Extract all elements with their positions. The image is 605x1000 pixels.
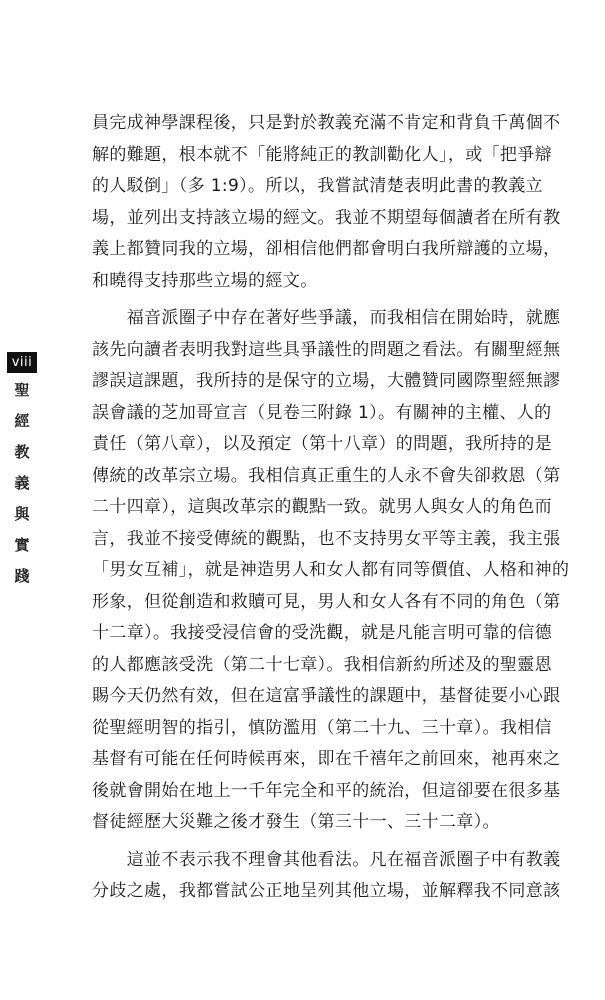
text-line: 傳統的改革宗立場。我相信真正重生的人永不會失卻救恩（第 [92, 465, 561, 486]
text-line: 責任（第八章），以及預定（第十八章）的問題，我所持的是 [92, 434, 552, 454]
text-line: 謬誤這課題，我所持的是保守的立場，大體贊同國際聖經無謬 [92, 371, 561, 391]
book-title-vertical [7, 383, 37, 600]
text-line: 和曉得支持那些立場的經文。 [92, 270, 318, 291]
book-title-char: 教 [14, 443, 30, 461]
text-line: 這並不表示我不理會其他看法。凡在福音派圈子中有教義 [92, 849, 561, 870]
book-title-char: 經 [14, 412, 30, 430]
text-line: 分歧之處，我都嘗試公正地呈列其他立場，並解釋我不同意該 [92, 881, 561, 901]
text-line: 形象，但從創造和救贖可見，男人和女人各有不同的角色（第 [92, 591, 561, 612]
text-line: 從聖經明智的指引，慎防濫用（第二十九、三十章）。我相信 [92, 717, 552, 738]
paragraph [92, 303, 570, 839]
text-line: 義上都贊同我的立場，卻相信他們都會明白我所辯護的立場， [92, 239, 561, 259]
text-line: 賜今天仍然有效，但在這富爭議性的課題中，基督徒要小心跟 [92, 686, 561, 706]
book-title-char: 實 [14, 536, 30, 554]
book-title-char: 義 [14, 474, 30, 492]
text-line: 福音派圈子中存在著好些爭議，而我相信在開始時，就應 [92, 308, 561, 328]
paragraph [92, 108, 561, 297]
book-title-char: 與 [14, 505, 30, 523]
book-title-char: 踐 [14, 567, 30, 585]
text-line: 誤會議的芝加哥宣言（見卷三附錄 1）。有關神的主權、人的 [92, 402, 552, 423]
text-line: 員完成神學課程後，只是對於教義充滿不肯定和背負千萬個不 [92, 113, 561, 133]
body-text [92, 108, 570, 908]
text-line: 督徒經歷大災難之後才發生（第三十一、三十二章）。 [92, 812, 500, 832]
text-line: 的人駁倒」（多 1:9）。所以，我嘗試清楚表明此書的教義立 [92, 176, 543, 196]
text-line: 言，我並不接受傳統的觀點，也不支持男女平等主義，我主張 [92, 528, 561, 549]
text-line: 基督有可能在任何時候再來，即在千禧年之前回來，祂再來之 [92, 749, 561, 769]
text-line: 的人都應該受洗（第二十七章）。我相信新約所述及的聖靈恩 [92, 654, 552, 675]
text-line: 場，並列出支持該立場的經文。我並不期望每個讀者在所有教 [92, 207, 561, 228]
book-title-char: 聖 [14, 381, 30, 399]
page-number-tab: viii [7, 352, 37, 373]
paragraph [92, 845, 561, 908]
text-line: 該先向讀者表明我對這些具爭議性的問題之看法。有關聖經無 [92, 339, 561, 360]
text-line: 十二章）。我接受浸信會的受洗觀，就是凡能言明可靠的信德 [92, 623, 552, 643]
text-line: 二十四章），這與改革宗的觀點一致。就男人與女人的角色而 [92, 497, 552, 517]
text-line: 解的難題，根本就不「能將純正的教訓勸化人」，或「把爭辯 [92, 144, 552, 165]
text-line: 「男女互補」，就是神造男人和女人都有同等價值、人格和神的 [92, 560, 570, 580]
text-line: 後就會開始在地上一千年完全和平的統治，但這卻要在很多基 [92, 780, 561, 801]
